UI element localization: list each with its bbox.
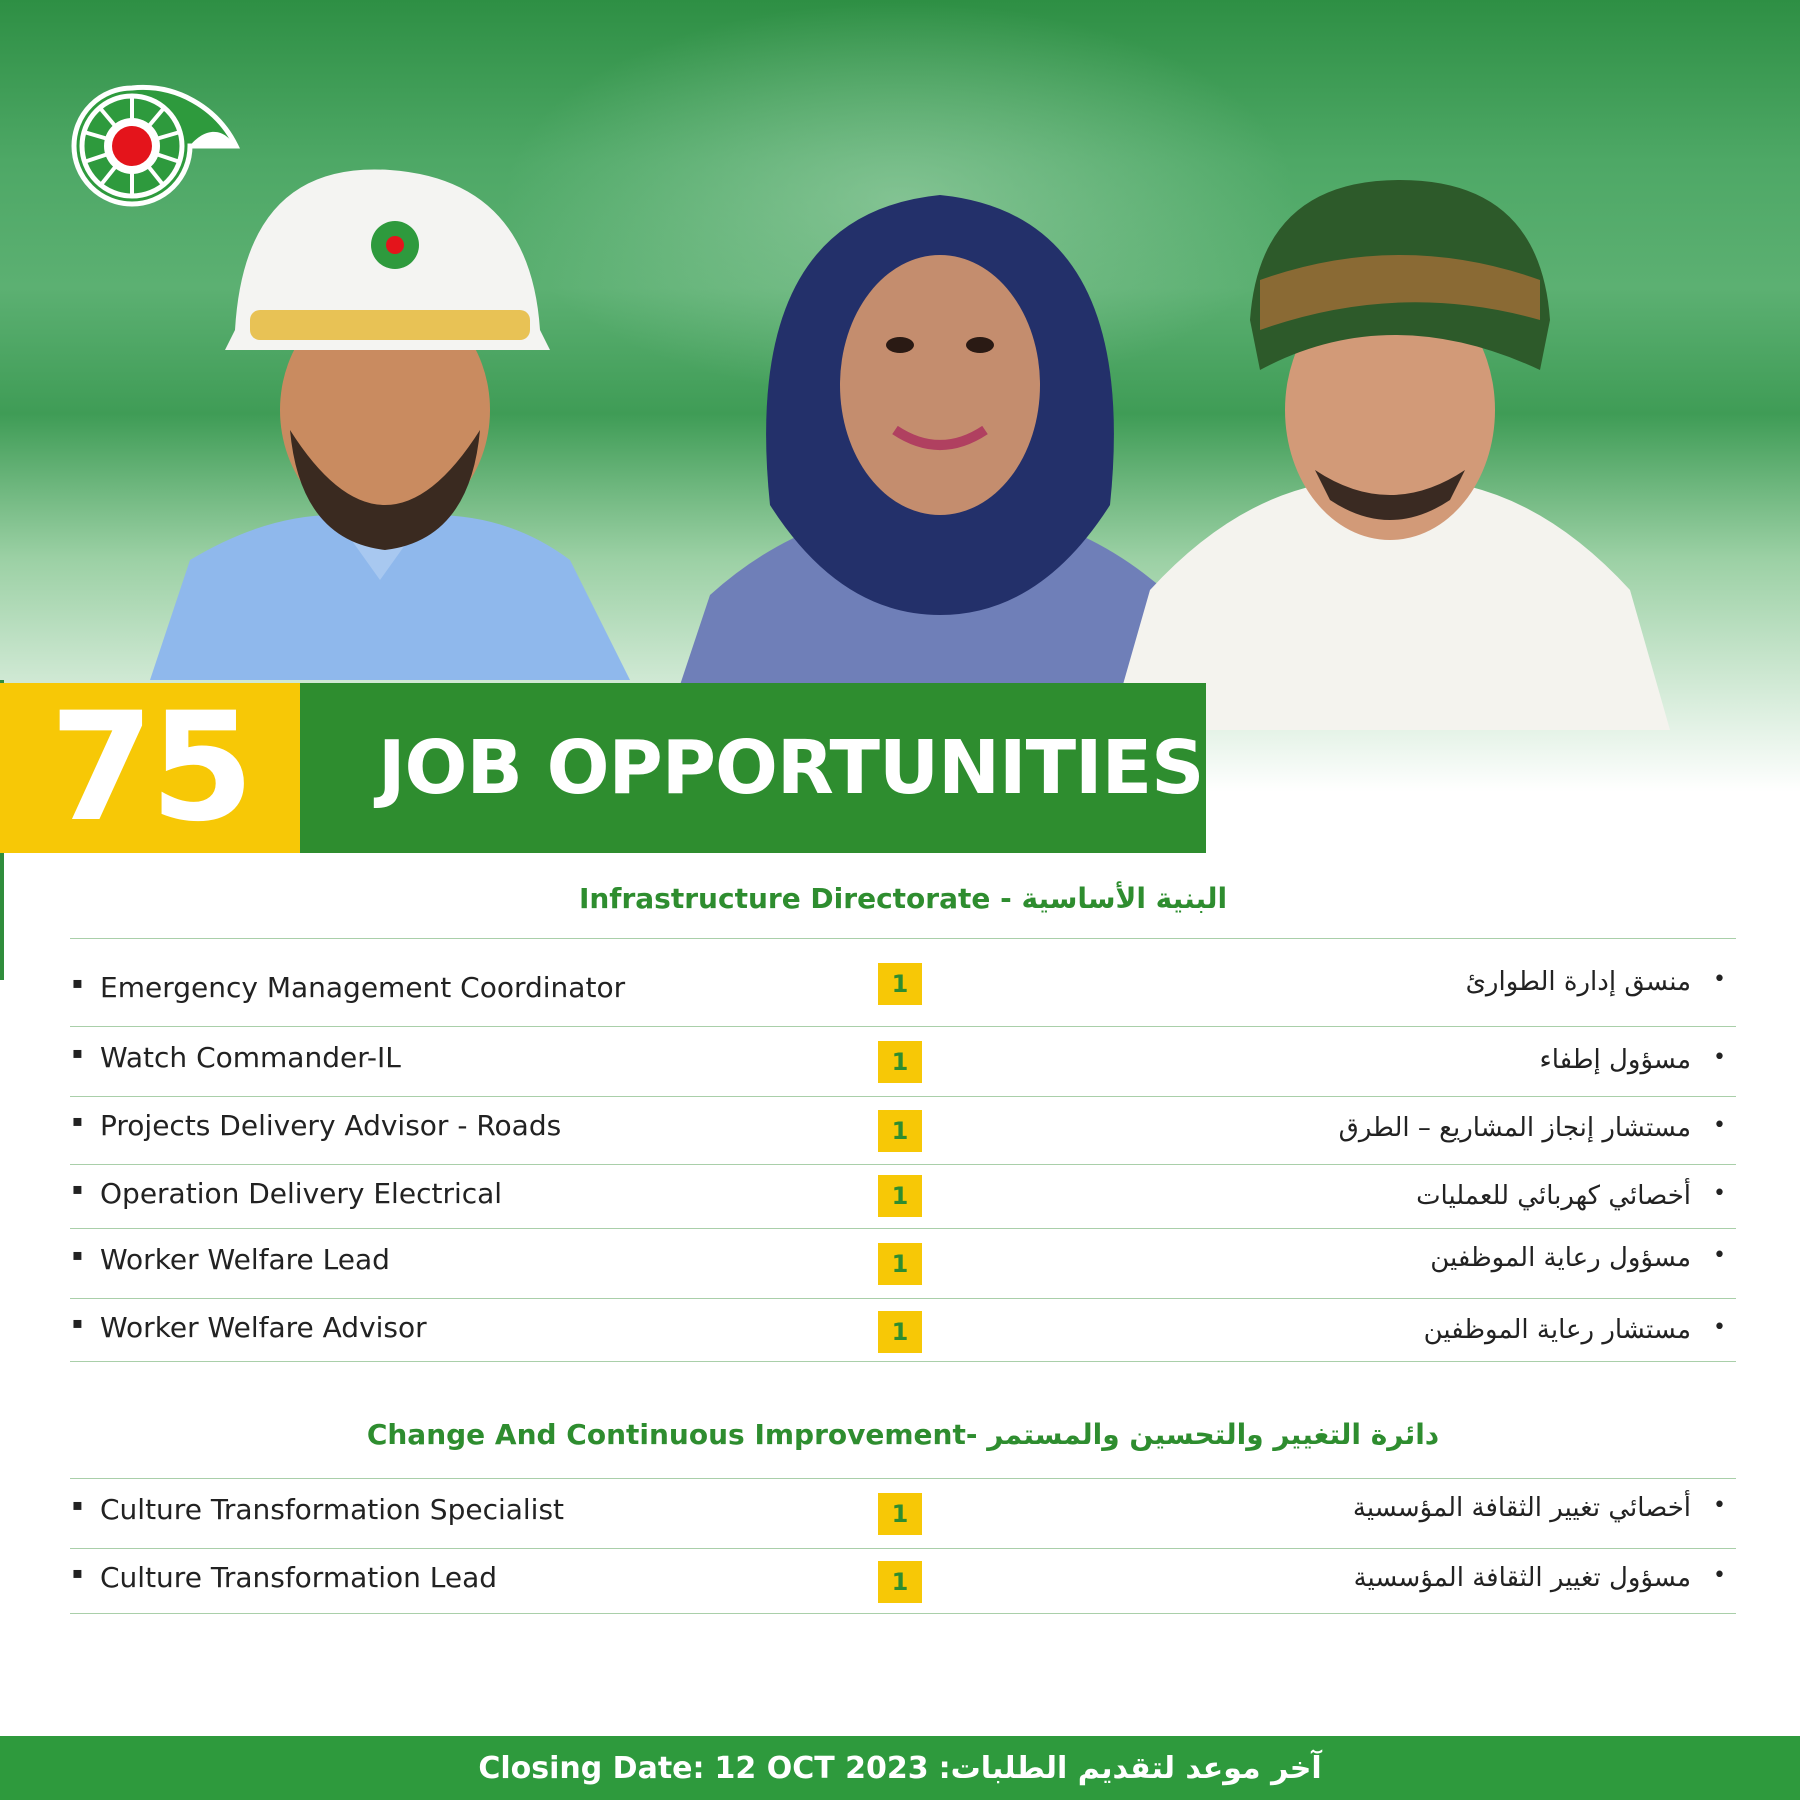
page-title: JOB OPPORTUNITIES — [300, 683, 1206, 853]
job-title-en: ▪ Operation Delivery Electrical — [100, 1177, 502, 1210]
closing-date-value: 12 OCT 2023 — [714, 1750, 929, 1786]
job-title-en: ▪ Culture Transformation Lead — [100, 1561, 497, 1594]
job-title-ar: مسؤول تغيير الثقافة المؤسسية — [1353, 1563, 1691, 1593]
bullet-icon: • — [1713, 1563, 1726, 1588]
vacancy-count: 1 — [878, 1493, 922, 1535]
bullet-icon: • — [1713, 967, 1726, 992]
job-title-en: ▪ Culture Transformation Specialist — [100, 1493, 564, 1526]
table-row — [70, 1478, 1736, 1548]
job-title-ar: أخصائي كهربائي للعمليات — [1416, 1181, 1691, 1211]
table-row — [70, 1548, 1736, 1614]
table-row — [70, 1026, 1736, 1096]
vacancy-count: 1 — [878, 1243, 922, 1285]
vacancy-count: 1 — [878, 1561, 922, 1603]
table-row — [70, 938, 1736, 1026]
bullet-icon: • — [1713, 1493, 1726, 1518]
vacancy-count: 1 — [878, 1175, 922, 1217]
vacancy-count: 1 — [878, 1110, 922, 1152]
vacancy-count: 1 — [878, 1041, 922, 1083]
closing-date-label-en: Closing Date: — [478, 1750, 705, 1786]
job-title-en: ▪ Worker Welfare Lead — [100, 1243, 390, 1276]
bullet-icon: • — [1713, 1315, 1726, 1340]
table-row — [70, 1164, 1736, 1228]
job-title-en: ▪ Emergency Management Coordinator — [100, 971, 625, 1004]
bullet-icon: • — [1713, 1045, 1726, 1070]
person-man-image — [1110, 170, 1670, 730]
section-title-infrastructure: Infrastructure Directorate - البنية الأساسية — [578, 882, 1228, 915]
vacancy-count: 1 — [878, 1311, 922, 1353]
job-title-ar: مستشار إنجاز المشاريع – الطرق — [1338, 1113, 1691, 1143]
table-row — [70, 1228, 1736, 1298]
job-title-ar: مسؤول رعاية الموظفين — [1430, 1243, 1691, 1273]
job-title-en: ▪ Watch Commander-IL — [100, 1041, 401, 1074]
job-title-ar: مستشار رعاية الموظفين — [1423, 1315, 1691, 1345]
closing-date-label-ar: آخر موعد لتقديم الطلبات: — [938, 1750, 1322, 1786]
job-title-ar: مسؤول إطفاء — [1539, 1045, 1691, 1075]
bullet-icon: • — [1713, 1181, 1726, 1206]
section-title-change-improvement: Change And Continuous Improvement- دائرة التغيير والتحسين والمستمر — [366, 1418, 1440, 1451]
job-count-badge: 75 — [0, 683, 300, 853]
bullet-icon: • — [1713, 1113, 1726, 1138]
job-title-ar: منسق إدارة الطوارئ — [1465, 967, 1691, 997]
table-row — [70, 1096, 1736, 1164]
job-title-en: ▪ Worker Welfare Advisor — [100, 1311, 427, 1344]
job-title-en: ▪ Projects Delivery Advisor - Roads — [100, 1109, 561, 1142]
jobs-table-change-improvement — [70, 1478, 1736, 1614]
bullet-icon: • — [1713, 1243, 1726, 1268]
job-title-ar: أخصائي تغيير الثقافة المؤسسية — [1352, 1493, 1691, 1523]
vacancy-count: 1 — [878, 963, 922, 1005]
table-row — [70, 1298, 1736, 1362]
jobs-table-infrastructure — [70, 938, 1736, 1362]
closing-date-bar — [0, 1736, 1800, 1800]
person-engineer-image — [130, 160, 630, 680]
